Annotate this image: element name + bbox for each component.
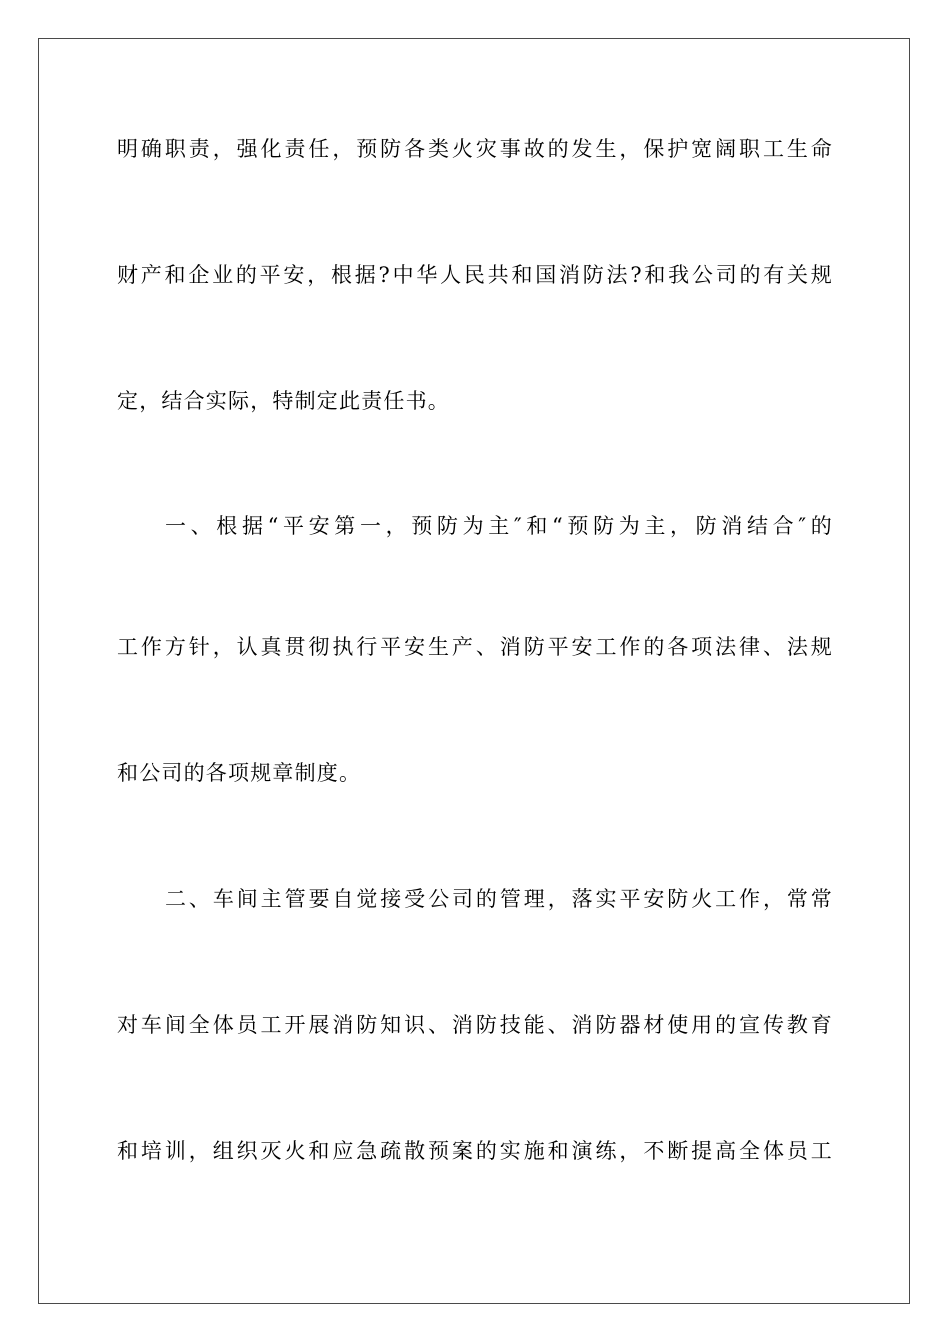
paragraph-line: 财产和企业的平安，根据?中华人民共和国消防法?和我公司的有关规 — [117, 263, 833, 287]
paragraph-line: 和培训，组织灭火和应急疏散预案的实施和演练，不断提高全体员工 — [117, 1139, 833, 1163]
paragraph-line: 明确职责，强化责任，预防各类火灾事故的发生，保护宽阔职工生命 — [117, 137, 833, 161]
paragraph-line: 工作方针，认真贯彻执行平安生产、消防平安工作的各项法律、法规 — [117, 635, 833, 659]
paragraph-line: 对车间全体员工开展消防知识、消防技能、消防器材使用的宣传教育 — [117, 1013, 833, 1037]
paragraph-line: 一、根据“平安第一，预防为主″和“预防为主，防消结合″的 — [165, 514, 833, 538]
paragraph-line: 二、车间主管要自觉接受公司的管理，落实平安防火工作，常常 — [165, 887, 833, 911]
paragraph-line: 定，结合实际，特制定此责任书。 — [117, 389, 450, 413]
paragraph-line: 和公司的各项规章制度。 — [117, 761, 362, 785]
page-border — [38, 38, 910, 1304]
